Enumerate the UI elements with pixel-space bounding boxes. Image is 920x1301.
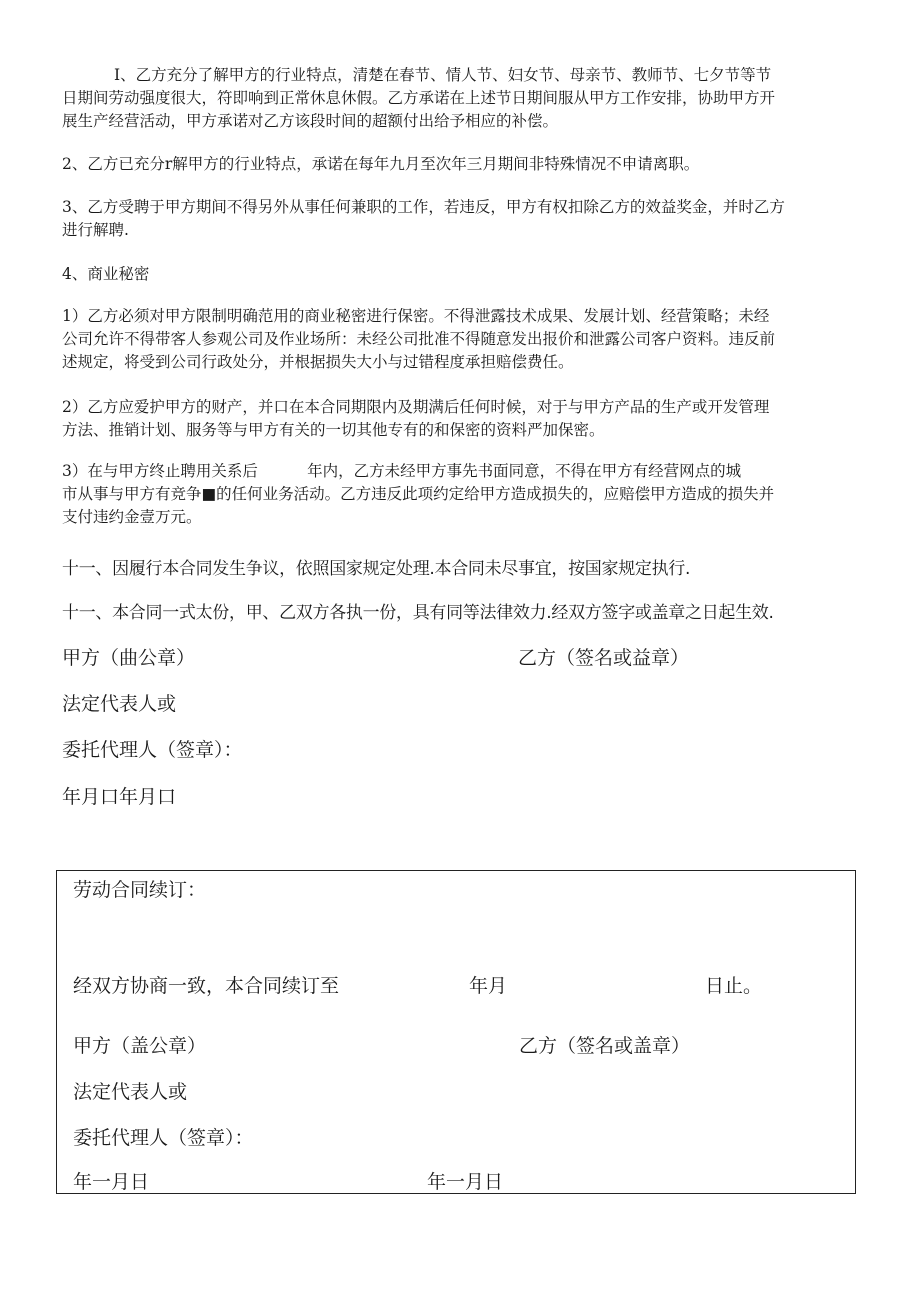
renewal-party-b: 乙方（签名或盖章） xyxy=(519,1035,691,1057)
text-line: 进行解聘. xyxy=(62,221,129,239)
text-line: 述规定，将受到公司行政处分，并根据损失大小与过错程度承担赔偿费任。 xyxy=(62,353,574,371)
text-line: 2、乙方已充分r解甲方的行业特点，承诺在每年九月至次年三月期间非特殊情况不申请离职。 xyxy=(62,155,700,173)
text-line: I、乙方充分了解甲方的行业特点，清楚在春节、情人节、妇女节、母亲节、教师节、七夕节等节 xyxy=(114,66,772,84)
renewal-legal-rep: 法定代表人或 xyxy=(73,1081,188,1103)
text-line: 1）乙方必须对甲方限制明确范用的商业秘密进行保密。不得泄露技术成果、发展计划、经营策略；未经 xyxy=(62,307,770,325)
text-line: 公司允许不得带客人参观公司及作业场所：未经公司批准不得随意发出报价和泄露公司客户资料。违反前 xyxy=(62,330,776,348)
text-line: 展生产经营活动，甲方承诺对乙方该段时间的超额付出给予相应的补偿。 xyxy=(62,112,559,130)
party-b-seal: 乙方（签名或益章） xyxy=(518,647,690,669)
legal-representative: 法定代表人或 xyxy=(62,693,177,715)
sub-clause-1 xyxy=(62,305,852,374)
signature-date: 年月口年月口 xyxy=(62,786,177,808)
party-a-seal: 甲方（曲公章） xyxy=(62,647,196,669)
text-line: 日期间劳动强度很大，符即响到正常休息休假。乙方承诺在上述节日期间服从甲方工作安排，协助甲方开 xyxy=(62,89,776,107)
renewal-agreement-text: 经双方协商一致，本合同续订至 xyxy=(73,975,340,997)
renewal-date-a: 年一月日 xyxy=(73,1171,150,1193)
renewal-party-a: 甲方（盖公章） xyxy=(73,1035,207,1057)
authorized-agent: 委托代理人（签章）： xyxy=(62,739,243,761)
text-line: 3、乙方受聘于甲方期间不得另外从事任何兼职的工作，若违反，甲方有权扣除乙方的效益奖金，并时乙方 xyxy=(62,198,785,216)
text-line: 市从事与甲方有竞争■的任何业务活动。乙方违反此项约定给甲方造成损失的，应赔偿甲方造成的损失并 xyxy=(62,485,775,503)
clause-item-1 xyxy=(62,64,852,133)
clause-eleven: 十一、因履行本合同发生争议，依照国家规定处理.本合同未尽事宜，按国家规定执行. xyxy=(62,559,691,579)
clause-item-2 xyxy=(62,153,852,176)
clause-twelve: 十一、本合同一式太份，甲、乙双方各执一份，具有同等法律效力.经双方签字或盖章之日起生效. xyxy=(62,603,774,623)
renewal-day-end: 日止。 xyxy=(705,975,763,997)
text-line: 方法、推销计划、服务等与甲方有关的一切其他专有的和保密的资料严加保密。 xyxy=(62,421,605,439)
clause-item-3 xyxy=(62,196,852,242)
clause-item-4-title: 4、商业秘密 xyxy=(62,265,150,283)
renewal-date-b: 年一月日 xyxy=(427,1171,504,1193)
text-line: 支付违约金壹万元。 xyxy=(62,508,202,526)
sub-clause-2 xyxy=(62,396,852,442)
renewal-box xyxy=(56,870,856,1194)
renewal-agent: 委托代理人（签章）： xyxy=(73,1127,254,1149)
text-line: 3）在与甲方终止聘用关系后 年内，乙方未经甲方事先书面同意，不得在甲方有经营网点的城 xyxy=(62,462,742,480)
renewal-title: 劳动合同续订： xyxy=(73,879,207,901)
sub-clause-3 xyxy=(62,460,852,529)
renewal-year-month: 年月 xyxy=(469,975,508,997)
text-line: 2）乙方应爱护甲方的财产，并口在本合同期限内及期满后任何时候，对于与甲方产品的生产或开发管理 xyxy=(62,398,770,416)
